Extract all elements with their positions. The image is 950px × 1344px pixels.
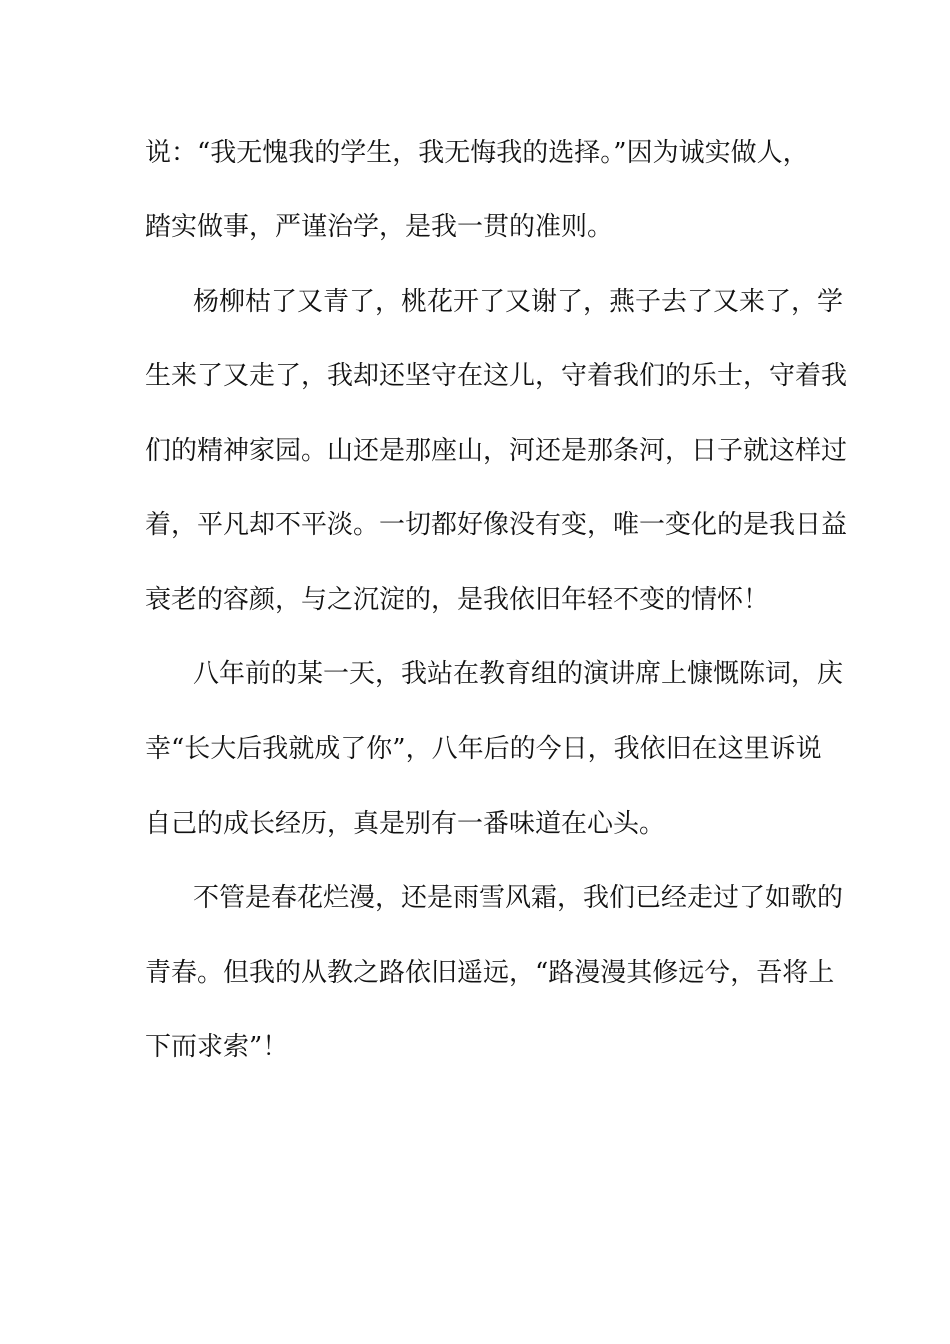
text-line: 踏实做事，严谨治学，是我一贯的准则。 — [145, 212, 614, 242]
paragraph-start-line: 杨柳枯了又青了，桃花开了又谢了，燕子去了又来了，学 — [193, 287, 844, 317]
text-line: 们的精神家园。山还是那座山，河还是那条河，日子就这样过 — [145, 436, 848, 466]
paragraph-start-line: 八年前的某一天，我站在教育组的演讲席上慷慨陈词，庆 — [193, 659, 844, 689]
text-line: 衰老的容颜，与之沉淀的，是我依旧年轻不变的情怀！ — [145, 585, 770, 615]
paragraph-start-line: 不管是春花烂漫，还是雨雪风霜，我们已经走过了如歌的 — [193, 883, 844, 913]
text-line: 着，平凡却不平淡。一切都好像没有变，唯一变化的是我日益 — [145, 510, 848, 540]
text-line: 青春。但我的从教之路依旧遥远，“路漫漫其修远兮，吾将上 — [145, 958, 835, 988]
text-line: 自己的成长经历，真是别有一番味道在心头。 — [145, 809, 666, 839]
text-line: 幸“长大后我就成了你”，八年后的今日，我依旧在这里诉说 — [145, 734, 822, 764]
text-line: 说：“我无愧我的学生，我无悔我的选择。”因为诚实做人， — [145, 138, 809, 168]
text-line: 下而求索”！ — [145, 1032, 289, 1062]
text-line: 生来了又走了，我却还坚守在这儿，守着我们的乐士，守着我 — [145, 361, 848, 391]
